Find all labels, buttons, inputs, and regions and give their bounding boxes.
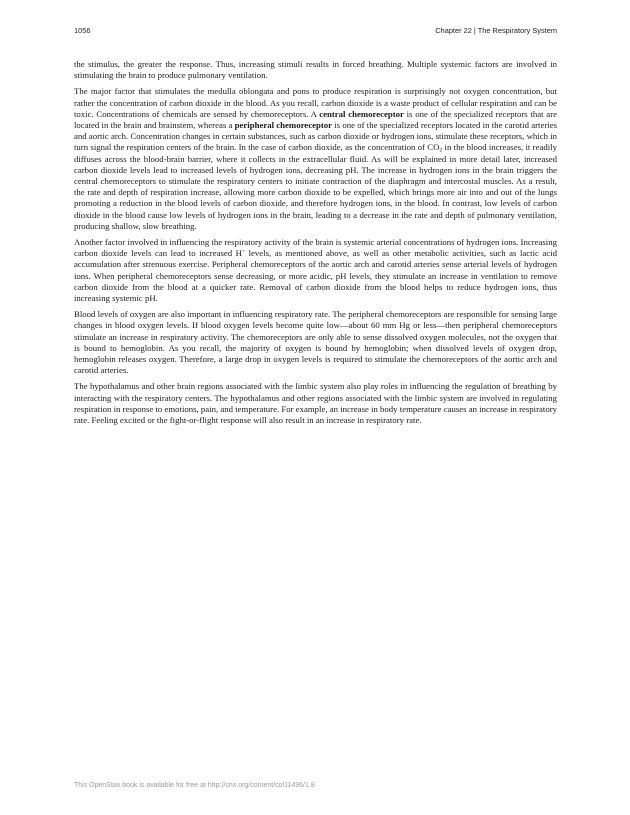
paragraph-1: the stimulus, the greater the response. Thus, increasing stimuli results in forced breathing. Multiple systemic factors are involved in stimulating the brain to produce pulmonary ventilation.: [74, 59, 557, 81]
term-peripheral-chemoreceptor: peripheral chemoreceptor: [234, 120, 332, 131]
paragraph-2: [74, 86, 557, 232]
paragraph-3-text-a: Another factor involved in influencing the respiratory activity of the brain is systemic arterial concentrations of hydrogen ions. Increasing carbon dioxide levels can lead to increased H: [74, 237, 557, 259]
page-footer: This OpenStax book is available for free at http://cnx.org/content/col11496/1.8: [74, 782, 315, 789]
paragraph-3-text-b: levels, as mentioned above, as well as other metabolic activities, such as lactic acid accumulation after strenuous exercise. Peripheral chemoreceptors of the aortic arch and carotid arteries sense arterial levels of hydrogen ions. When peripheral chemoreceptors sense decreasing, or more acidic, pH levels, they stimulate an increase in ventilation to remove carbon dioxide from the blood at a quicker rate. Removal of carbon dioxide from the blood helps to reduce hydrogen ions, thus increasing systemic pH.: [74, 248, 557, 304]
co2-subscript: 2: [439, 147, 443, 154]
paragraph-5: The hypothalamus and other brain regions associated with the limbic system also play roles in influencing the regulation of breathing by interacting with the respiratory centers. The hypothalamus and other regions associated with the limbic system are involved in regulating respiration in response to emotions, pain, and temperature. For example, an increase in body temperature causes an increase in respiratory rate. Feeling excited or the fight-or-flight response will also result in an increase in respiratory rate.: [74, 381, 557, 426]
paragraph-2-text-a: The major factor that stimulates the medulla oblongata and pons to produce respiration is surprisingly not oxygen concentration, but rather the concentration of carbon dioxide in the blood. As you recall, carbon dioxide is a waste product of cellular respiration and can be toxic. Concentrations of chemicals are sensed by chemoreceptors. A: [74, 86, 557, 119]
body-text: [74, 59, 557, 431]
chapter-running-head: Chapter 22 | The Respiratory System: [435, 26, 557, 35]
page-header: [74, 26, 557, 38]
paragraph-2-text-c: is one of the specialized receptors located in the carotid arteries and aortic arch. Concentration changes in certain substances, such as carbon dioxide or hydrogen ions, stimulate these receptors, which in turn signal the respiration centers of the brain. In the case of carbon dioxide, as the concentration of CO: [74, 120, 557, 153]
paragraph-2-text-b: is one of the specialized receptors that are located in the brain and brainstem, whereas a: [74, 108, 557, 131]
paragraph-4: Blood levels of oxygen are also important in influencing respiratory rate. The peripheral chemoreceptors are responsible for sensing large changes in blood oxygen levels. If blood oxygen levels become quite low—about 60 mm Hg or less—then peripheral chemoreceptors stimulate an increase in respiratory activity. The chemoreceptors are only able to sense dissolved oxygen molecules, not the oxygen that is bound to hemoglobin. As you recall, the majority of oxygen is bound by hemoglobin; when dissolved levels of oxygen drop, hemoglobin releases oxygen. Therefore, a large drop in oxygen levels is required to stimulate the chemoreceptors of the aortic arch and carotid arteries.: [74, 309, 557, 376]
hydrogen-ion-superscript: +: [241, 248, 246, 255]
paragraph-2-text-d: in the blood increases, it readily diffuses across the blood-brain barrier, where it collects in the extracellular fluid. As will be explained in more detail later, increased carbon dioxide levels lead to increased levels of hydrogen ions, decreasing pH. The increase in hydrogen ions in the brain triggers the central chemoreceptors to stimulate the respiratory centers to initiate contraction of the diaphragm and intercostal muscles. As a result, the rate and depth of respiration increase, allowing more carbon dioxide to be expelled, which brings more air into and out of the lungs promoting a reduction in the blood levels of carbon dioxide, and therefore hydrogen ions, in the blood. In contrast, low levels of carbon dioxide in the blood cause low levels of hydrogen ions in the brain, leading to a decrease in the rate and depth of pulmonary ventilation, producing shallow, slow breathing.: [74, 142, 557, 231]
term-central-chemoreceptor: central chemoreceptor: [319, 108, 404, 119]
paragraph-3: [74, 237, 557, 304]
page-number: 1056: [74, 26, 91, 35]
